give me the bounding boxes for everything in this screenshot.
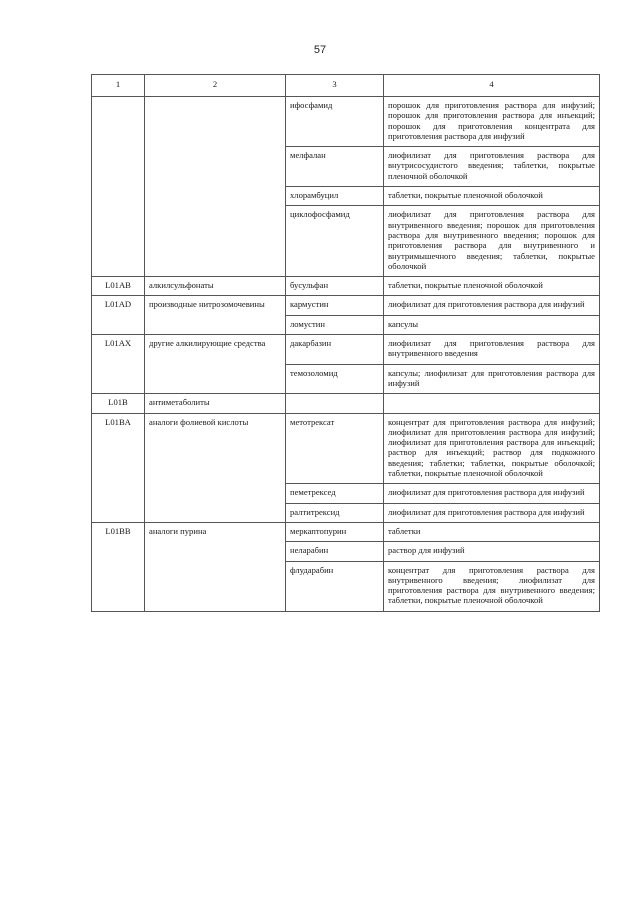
- atc-code-cell: L01BB: [92, 522, 145, 611]
- dosage-form-cell: таблетки, покрытые пленочной оболочкой: [384, 187, 600, 206]
- atc-code-cell: L01AB: [92, 277, 145, 296]
- dosage-form-cell: лиофилизат для приготовления раствора для инфузий: [384, 484, 600, 503]
- table-row: [92, 97, 600, 147]
- group-name-cell: антиметаболиты: [145, 394, 286, 413]
- drug-name-cell: ралтитрексид: [286, 503, 384, 522]
- dosage-form-cell: порошок для приготовления раствора для инфузий; порошок для приготовления раствора для инъекций; порошок для приготовления концентрата для приготовления раствора для инфузий: [384, 97, 600, 147]
- atc-code-cell: [92, 97, 145, 277]
- dosage-form-cell: раствор для инфузий: [384, 542, 600, 561]
- header-col-3: 3: [286, 75, 384, 97]
- atc-code-cell: L01AD: [92, 296, 145, 335]
- drug-name-cell: пеметрексед: [286, 484, 384, 503]
- drug-name-cell: дакарбазин: [286, 335, 384, 365]
- table-row: [92, 296, 600, 315]
- drug-name-cell: неларабин: [286, 542, 384, 561]
- dosage-form-cell: таблетки: [384, 522, 600, 541]
- atc-code-cell: L01BA: [92, 413, 145, 522]
- drug-table: [91, 74, 600, 612]
- dosage-form-cell: концентрат для приготовления раствора для инфузий; лиофилизат для приготовления раствора для инфузий; лиофилизат для приготовления раствора для инъекций; раствор для инъекций; раствор для подкожного введения; таблетки; таблетки, покрытые оболочкой; таблетки, покрытые пленочной оболочкой: [384, 413, 600, 484]
- drug-name-cell: хлорамбуцил: [286, 187, 384, 206]
- drug-name-cell: бусульфан: [286, 277, 384, 296]
- table-row: [92, 522, 600, 541]
- table-row: [92, 413, 600, 484]
- group-name-cell: аналоги пурина: [145, 522, 286, 611]
- dosage-form-cell: лиофилизат для приготовления раствора для внутривенного введения; порошок для приготовления раствора для внутривенного введения; порошок для приготовления раствора для внутривенного и внутримышечного введения; таблетки, покрытые оболочкой: [384, 206, 600, 277]
- table-row: [92, 277, 600, 296]
- group-name-cell: алкилсульфонаты: [145, 277, 286, 296]
- group-name-cell: производные нитрозомочевины: [145, 296, 286, 335]
- dosage-form-cell: капсулы: [384, 315, 600, 334]
- header-row: [92, 75, 600, 97]
- atc-code-cell: L01AX: [92, 335, 145, 394]
- drug-name-cell: темозоломид: [286, 364, 384, 394]
- drug-name-cell: ифосфамид: [286, 97, 384, 147]
- dosage-form-cell: лиофилизат для приготовления раствора для инфузий: [384, 296, 600, 315]
- group-name-cell: другие алкилирующие средства: [145, 335, 286, 394]
- dosage-form-cell: лиофилизат для приготовления раствора для внутривенного введения: [384, 335, 600, 365]
- header-col-2: 2: [145, 75, 286, 97]
- atc-code-cell: L01B: [92, 394, 145, 413]
- drug-name-cell: меркаптопурин: [286, 522, 384, 541]
- drug-name-cell: ломустин: [286, 315, 384, 334]
- drug-name-cell: циклофосфамид: [286, 206, 384, 277]
- page-number: 57: [313, 44, 327, 56]
- drug-name-cell: метотрексат: [286, 413, 384, 484]
- header-col-1: 1: [92, 75, 145, 97]
- dosage-form-cell: лиофилизат для приготовления раствора для внутрисосудистого введения; таблетки, покрытые пленочной оболочкой: [384, 147, 600, 187]
- dosage-form-cell: концентрат для приготовления раствора для внутривенного введения; лиофилизат для приготовления раствора для внутривенного введения; таблетки, покрытые пленочной оболочкой: [384, 561, 600, 611]
- dosage-form-cell: лиофилизат для приготовления раствора для инфузий: [384, 503, 600, 522]
- drug-name-cell: [286, 394, 384, 413]
- table-body: [92, 97, 600, 612]
- table-row: [92, 335, 600, 365]
- dosage-form-cell: [384, 394, 600, 413]
- group-name-cell: [145, 97, 286, 277]
- dosage-form-cell: таблетки, покрытые пленочной оболочкой: [384, 277, 600, 296]
- drug-name-cell: флударабин: [286, 561, 384, 611]
- header-col-4: 4: [384, 75, 600, 97]
- drug-name-cell: кармустин: [286, 296, 384, 315]
- group-name-cell: аналоги фолиевой кислоты: [145, 413, 286, 522]
- table-row: [92, 394, 600, 413]
- drug-name-cell: мелфалан: [286, 147, 384, 187]
- dosage-form-cell: капсулы; лиофилизат для приготовления раствора для инфузий: [384, 364, 600, 394]
